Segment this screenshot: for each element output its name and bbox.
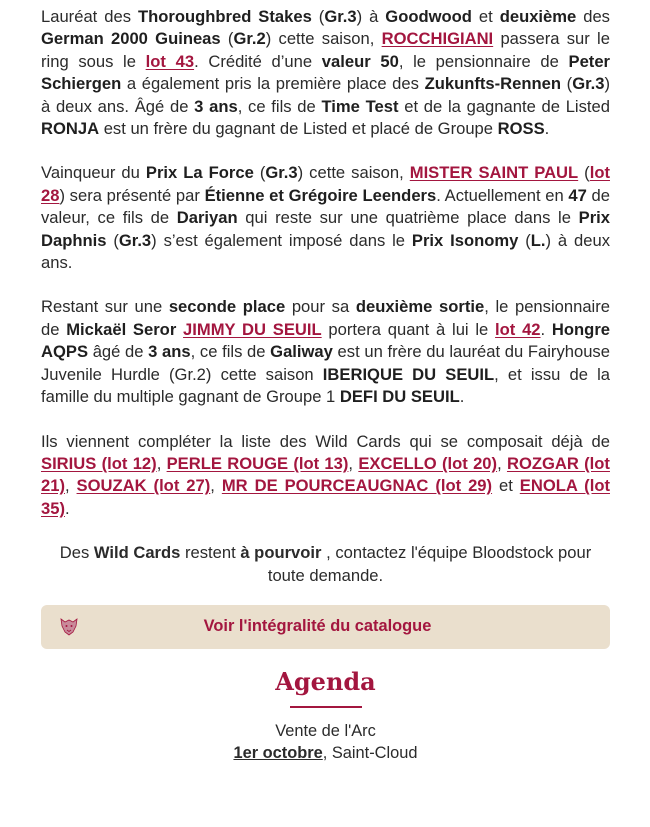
body-text: ) cette saison, bbox=[297, 163, 410, 183]
body-text: , bbox=[64, 476, 77, 496]
paragraph-p4 bbox=[41, 431, 610, 521]
body-text: portera quant à lui le bbox=[321, 319, 496, 339]
body-text: . bbox=[540, 319, 552, 339]
bold-text: Dariyan bbox=[176, 208, 238, 228]
lot-link[interactable]: MISTER SAINT PAUL bbox=[409, 163, 579, 183]
body-text: , et issu de la famille du multiple gagnant de Groupe 1 bbox=[41, 364, 610, 407]
bold-text: Gr.3 bbox=[118, 230, 152, 250]
bold-text: L. bbox=[530, 230, 546, 250]
body-text: ( bbox=[311, 7, 325, 26]
bold-text: valeur 50 bbox=[321, 51, 399, 71]
body-text: Lauréat des bbox=[41, 7, 138, 26]
body-text: et bbox=[471, 7, 500, 26]
agenda-divider bbox=[290, 706, 362, 708]
bold-text: ROSS bbox=[497, 119, 545, 139]
note-bold: Wild Cards bbox=[93, 543, 181, 563]
bold-text: German 2000 Guineas bbox=[41, 29, 221, 49]
bold-text: 3 ans bbox=[148, 342, 191, 362]
body-text: . Actuellement en bbox=[436, 185, 569, 205]
body-text: passera sur le ring sous le bbox=[41, 29, 610, 71]
body-text: ( bbox=[220, 29, 234, 49]
body-text: de valeur, ce fils de bbox=[41, 185, 610, 228]
body-text: , le pensionnaire de bbox=[398, 51, 569, 71]
lot-link[interactable]: SIRIUS (lot 12) bbox=[41, 453, 157, 473]
body-text: , bbox=[497, 453, 507, 473]
body-text: ( bbox=[253, 163, 266, 183]
note-text: restent bbox=[180, 543, 241, 563]
body-text: a également pris la première place des bbox=[121, 74, 425, 94]
bold-text: Gr.3 bbox=[265, 163, 298, 183]
body-text: ) à deux ans. bbox=[41, 230, 611, 273]
body-text: Restant sur une bbox=[41, 297, 169, 317]
body-text: et de la gagnante de Listed bbox=[398, 96, 610, 116]
body-text: Vainqueur du bbox=[41, 163, 146, 183]
body-text: , bbox=[348, 453, 359, 473]
paragraph-p2 bbox=[41, 162, 610, 274]
bold-text: Mickaël Seror bbox=[66, 319, 177, 339]
body-text: . Crédité d’une bbox=[194, 51, 322, 71]
bold-text: Hongre AQPS bbox=[41, 319, 610, 362]
bold-text: deuxième bbox=[499, 7, 577, 26]
paragraph-p3 bbox=[41, 296, 610, 408]
event-name: Vente de l'Arc bbox=[275, 721, 376, 740]
note-text: Des bbox=[59, 543, 94, 563]
agenda-event bbox=[41, 720, 610, 764]
bold-text: Étienne et Grégoire Leenders bbox=[204, 185, 437, 205]
lot-link[interactable]: MR DE POURCEAUGNAC (lot 29) bbox=[221, 476, 493, 496]
horse-head-icon bbox=[57, 615, 81, 639]
event-date-link[interactable]: 1er octobre bbox=[233, 743, 323, 762]
bold-text: 3 ans bbox=[194, 96, 238, 116]
body-text: ) sera présenté par bbox=[59, 185, 205, 205]
bold-text: Gr.3 bbox=[324, 7, 357, 26]
lot-link[interactable]: lot 42 bbox=[495, 319, 541, 339]
bold-text: RONJA bbox=[41, 119, 100, 139]
body-text: Ils viennent compléter la liste des Wild Cards qui se composait déjà de bbox=[41, 431, 610, 451]
body-text: ) à bbox=[356, 7, 386, 26]
agenda-title: Agenda bbox=[275, 666, 376, 696]
body-text: ( bbox=[578, 163, 590, 183]
body-text: âgé de bbox=[88, 342, 149, 362]
bold-text: Prix La Force bbox=[145, 163, 254, 183]
body-text: , ce fils de bbox=[190, 342, 271, 362]
body-text: . bbox=[459, 387, 465, 407]
bold-text: Time Test bbox=[321, 96, 399, 116]
bold-text: Prix Isonomy bbox=[411, 230, 519, 250]
view-catalogue-label: Voir l'intégralité du catalogue bbox=[203, 617, 432, 636]
body-text: , ce fils de bbox=[237, 96, 322, 116]
bold-text: Thoroughbred Stakes bbox=[137, 7, 312, 26]
body-text: pour sa bbox=[285, 297, 356, 317]
body-text: est un frère du gagnant de Listed et placé de Groupe bbox=[99, 119, 498, 139]
body-text: ( bbox=[518, 230, 531, 250]
body-text: ( bbox=[561, 74, 573, 94]
bold-text: Zukunfts-Rennen bbox=[424, 74, 562, 94]
bold-text: deuxième sortie bbox=[355, 297, 485, 317]
lot-link[interactable]: SOUZAK (lot 27) bbox=[76, 476, 211, 496]
event-separator: , bbox=[322, 743, 332, 762]
lot-link[interactable]: JIMMY DU SEUIL bbox=[183, 319, 322, 339]
lot-link[interactable]: lot 43 bbox=[145, 51, 195, 71]
wildcards-note bbox=[41, 542, 610, 587]
body-text: ( bbox=[106, 230, 119, 250]
bold-text: Gr.2 bbox=[233, 29, 266, 49]
body-text: est un frère du lauréat du Fairyhouse Juvenile Hurdle (Gr.2) cette saison bbox=[41, 342, 610, 384]
bold-text: Gr.3 bbox=[572, 74, 605, 94]
body-text: des bbox=[576, 7, 610, 26]
bold-text: Galiway bbox=[270, 342, 333, 362]
event-place: Saint-Cloud bbox=[331, 743, 418, 762]
body-text: ) cette saison, bbox=[265, 29, 382, 49]
body-text: , bbox=[210, 476, 222, 496]
body-text: , le pensionnaire de bbox=[41, 297, 611, 339]
body-text: ) à deux ans. Âgé de bbox=[41, 74, 611, 116]
body-text: ) s’est également imposé dans le bbox=[151, 230, 412, 250]
lot-link[interactable]: lot 28 bbox=[41, 163, 610, 205]
body-text: et bbox=[492, 476, 520, 496]
bold-text: 47 bbox=[568, 185, 587, 205]
body-text: . bbox=[544, 119, 550, 139]
lot-link[interactable]: ROCCHIGIANI bbox=[381, 29, 494, 49]
body-text: qui reste sur une quatrième place dans le bbox=[237, 208, 579, 228]
bold-text: IBERIQUE DU SEUIL bbox=[322, 364, 495, 384]
body-text: . bbox=[64, 498, 70, 518]
bold-text: DEFI DU SEUIL bbox=[339, 387, 460, 407]
lot-link[interactable]: ROZGAR (lot 21) bbox=[41, 453, 610, 496]
note-bold: à pourvoir bbox=[240, 543, 322, 563]
bold-text: Peter Schiergen bbox=[41, 51, 611, 94]
lot-link[interactable]: PERLE ROUGE (lot 13) bbox=[166, 453, 349, 473]
lot-link[interactable]: ENOLA (lot 35) bbox=[41, 476, 610, 518]
bold-text: Goodwood bbox=[385, 7, 472, 26]
article-body bbox=[41, 6, 610, 520]
lot-link[interactable]: EXCELLO (lot 20) bbox=[358, 453, 498, 473]
bold-text: seconde place bbox=[168, 297, 286, 317]
note-text: , contactez l'équipe Bloodstock pour toute demande. bbox=[267, 543, 592, 585]
event-details bbox=[41, 742, 610, 764]
body-text: , bbox=[156, 453, 167, 473]
view-catalogue-button[interactable] bbox=[41, 605, 610, 649]
paragraph-p1 bbox=[41, 6, 610, 140]
bold-text: Prix Daphnis bbox=[41, 208, 610, 250]
